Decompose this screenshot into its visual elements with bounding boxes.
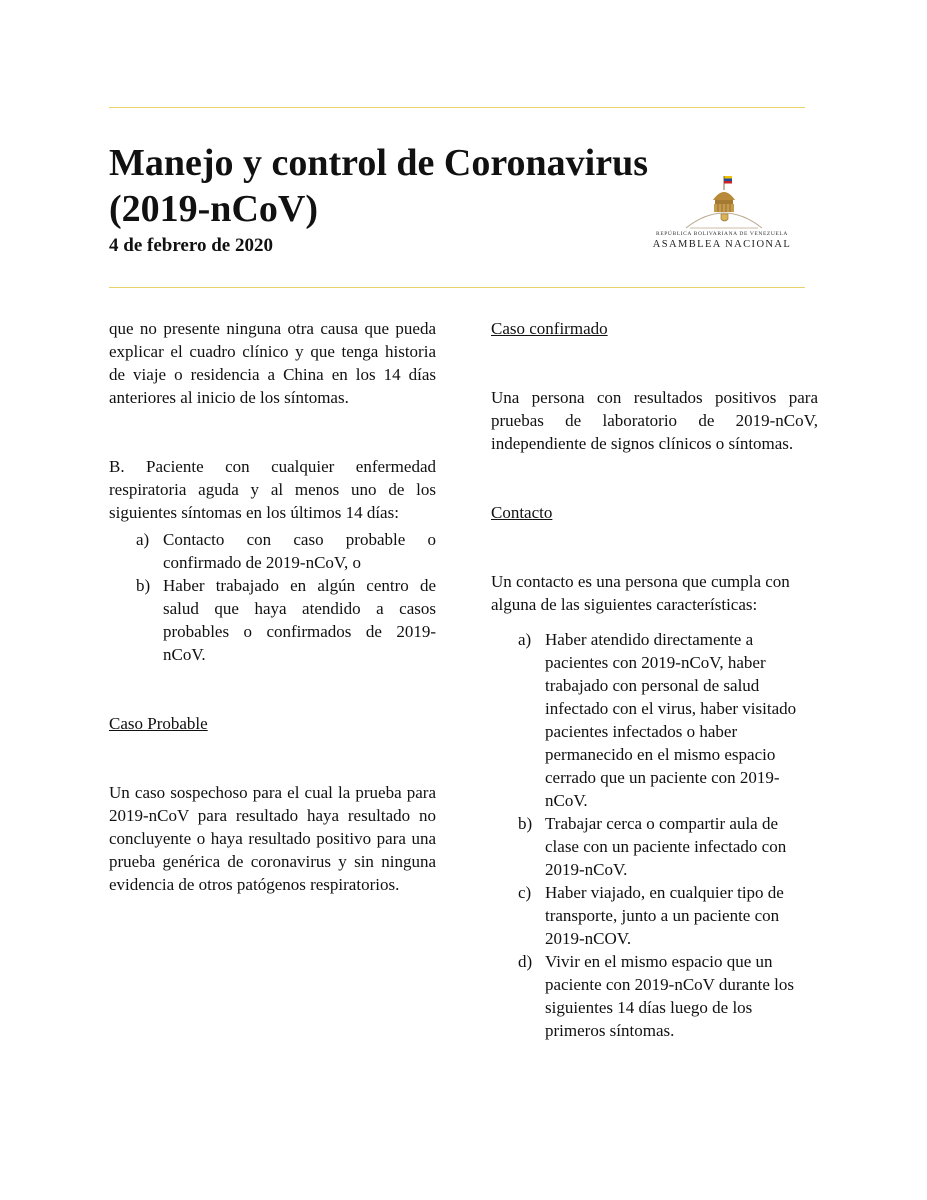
header-bottom-rule bbox=[109, 287, 805, 288]
list-item-text: Trabajar cerca o compartir aula de clase con un paciente infectado con 2019-nCoV. bbox=[545, 814, 787, 879]
list-item-text: Haber atendido directamente a pacientes con 2019-nCoV, haber trabajado con personal de salud infectado con el virus, haber visitado pacientes infectados o haber permanecido en el mismo espacio cerrado que un paciente con 2019-nCoV. bbox=[545, 630, 797, 810]
point-b-list bbox=[109, 528, 436, 666]
confirmed-case-paragraph: Una persona con resultados positivos para pruebas de laboratorio de 2019-nCoV, independiente de signos clínicos o síntomas. bbox=[491, 388, 818, 453]
confirmed-case-heading: Caso confirmado bbox=[491, 319, 608, 338]
list-marker: a) bbox=[136, 530, 150, 549]
list-marker: b) bbox=[136, 576, 151, 595]
list-marker: d) bbox=[518, 952, 533, 971]
list-marker: a) bbox=[518, 630, 532, 649]
header-top-rule bbox=[109, 107, 805, 108]
contact-heading: Contacto bbox=[491, 503, 553, 522]
capitol-building-icon bbox=[650, 176, 794, 232]
intro-paragraph: que no presente ninguna otra causa que pueda explicar el cuadro clínico y que tenga historia de viaje o residencia a China en los 14 días anteriores al inicio de los síntomas. bbox=[109, 319, 436, 407]
asamblea-nacional-logo bbox=[650, 176, 794, 260]
list-item-text: Haber viajado, en cualquier tipo de transporte, junto a un paciente con 2019-nCOV. bbox=[545, 883, 784, 948]
list-item-text: Contacto con caso probable o confirmado de 2019-nCoV, o bbox=[163, 530, 436, 572]
list-item bbox=[491, 950, 815, 1042]
logo-institution-text: ASAMBLEA NACIONAL bbox=[652, 239, 792, 250]
list-marker: b) bbox=[518, 814, 533, 833]
list-item bbox=[491, 812, 815, 881]
logo-country-text: REPÚBLICA BOLIVARIANA DE VENEZUELA bbox=[656, 231, 788, 237]
list-item bbox=[491, 881, 815, 950]
list-item bbox=[109, 528, 436, 574]
list-marker: c) bbox=[518, 883, 532, 902]
right-column bbox=[491, 317, 818, 1042]
list-item-text: Vivir en el mismo espacio que un paciente con 2019-nCoV durante los siguientes 14 días luego de los primeros síntomas. bbox=[545, 952, 794, 1040]
document-title: Manejo y control de Coronavirus (2019-nCoV) bbox=[109, 142, 649, 230]
left-column bbox=[109, 317, 436, 896]
list-item bbox=[491, 628, 815, 812]
contact-intro-paragraph: Un contacto es una persona que cumpla con alguna de las siguientes características: bbox=[491, 572, 790, 614]
list-item-text: Haber trabajado en algún centro de salud que haya atendido a casos probables o confirmados de 2019-nCoV. bbox=[163, 576, 436, 664]
probable-case-heading: Caso Probable bbox=[109, 714, 208, 733]
point-b-paragraph: B. Paciente con cualquier enfermedad respiratoria aguda y al menos uno de los siguientes síntomas en los últimos 14 días: bbox=[109, 457, 436, 522]
contact-list bbox=[491, 628, 815, 1042]
probable-case-paragraph: Un caso sospechoso para el cual la prueba para 2019-nCoV para resultado haya resultado no concluyente o haya resultado positivo para una prueba genérica de coronavirus y sin ninguna evidencia de otros patógenos respiratorios. bbox=[109, 783, 436, 894]
document-date: 4 de febrero de 2020 bbox=[109, 235, 273, 256]
list-item bbox=[109, 574, 436, 666]
